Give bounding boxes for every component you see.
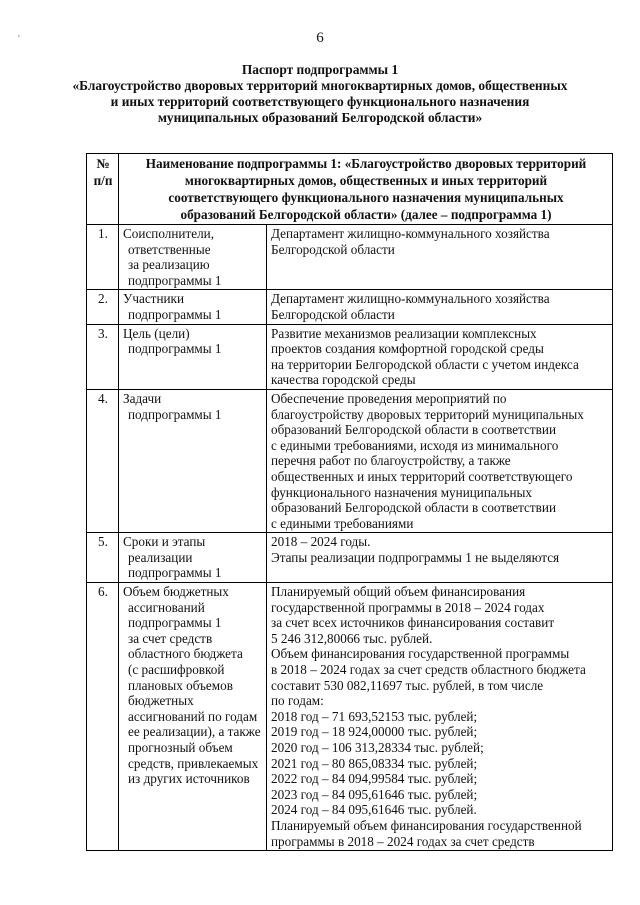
scan-speck: ' <box>18 34 20 45</box>
row-value-line: 2021 год – 80 865,08334 тыс. рублей; <box>271 755 478 771</box>
row-value-line: Развитие механизмов реализации комплексных <box>271 325 537 341</box>
row-value-line: 2020 год – 106 313,28334 тыс. рублей; <box>271 740 484 755</box>
table-row <box>87 225 613 290</box>
row-value <box>267 533 613 583</box>
row-label-line: средств, привлекаемых <box>128 755 259 771</box>
row-label-line: Цель (цели) <box>123 325 190 341</box>
table-row <box>87 533 613 583</box>
row-label-line: Объем бюджетных <box>123 584 229 600</box>
row-label-line: ассигнований <box>128 599 205 615</box>
row-label-line: подпрограммы 1 <box>128 306 222 322</box>
row-label-line: прогнозный объем <box>128 740 233 755</box>
row-value-line: Белгородской области <box>271 306 395 322</box>
row-value-line: проектов создания комфортной городской среды <box>271 341 544 357</box>
row-value <box>267 583 613 851</box>
row-value-line: 5 246 312,80066 тыс. рублей. <box>271 630 433 646</box>
row-value-line: 2023 год – 84 095,61646 тыс. рублей; <box>271 786 478 802</box>
header-name-line: образований Белгородской области» (далее – подпрограмма 1) <box>180 207 552 222</box>
row-number: 1. <box>87 225 119 290</box>
row-value-line: 2022 год – 84 094,99584 тыс. рублей; <box>271 771 478 787</box>
row-label <box>119 225 267 290</box>
row-label-line: плановых объемов <box>128 677 233 693</box>
row-value-line: функционального назначения муниципальных <box>271 484 532 500</box>
row-value-line: образований Белгородской области в соответствии <box>271 500 557 516</box>
row-label-line: подпрограммы 1 <box>128 341 222 357</box>
header-number-cell <box>87 154 119 225</box>
row-value-line: качества городской среды <box>271 372 416 388</box>
row-value-line: Планируемый общий объем финансирования <box>271 584 526 600</box>
row-value-line: в 2018 – 2024 годах за счет средств областного бюджета <box>271 662 586 678</box>
row-value-line: программы в 2018 – 2024 годах за счет средств <box>271 833 535 849</box>
row-value-line: перечня работ по благоустройству, а также <box>271 453 511 469</box>
header-name-line: соответствующего функционального назначения муниципальных <box>168 190 564 205</box>
row-label-line: ответственные <box>128 241 211 257</box>
row-label <box>119 583 267 851</box>
table-header-row <box>87 154 613 225</box>
row-value-line: 2018 год – 71 693,52153 тыс. рублей; <box>271 708 478 724</box>
header-name-cell <box>119 154 613 225</box>
table-row <box>87 389 613 532</box>
table-row <box>87 290 613 324</box>
row-value-line: Департамент жилищно-коммунального хозяйства <box>271 291 550 307</box>
row-label <box>119 533 267 583</box>
row-value-line: с едиными требованиями <box>271 515 414 531</box>
title-line: Паспорт подпрограммы 1 <box>241 62 399 77</box>
row-label-line: бюджетных <box>128 693 194 709</box>
table-row <box>87 583 613 851</box>
row-label-line: областного бюджета <box>128 646 243 662</box>
title-line: и иных территорий соответствующего функционального назначения <box>110 94 530 109</box>
row-label-line: Сроки и этапы <box>123 534 206 550</box>
row-label-line: подпрограммы 1 <box>128 272 222 288</box>
row-number: 6. <box>87 583 119 851</box>
title-line: муниципальных образований Белгородской области» <box>157 110 483 125</box>
header-number-line: № <box>96 156 110 171</box>
row-label-line: подпрограммы 1 <box>128 565 222 581</box>
row-number: 3. <box>87 324 119 389</box>
row-label-line: подпрограммы 1 <box>128 615 222 631</box>
table-row <box>87 324 613 389</box>
row-value-line: Планируемый объем финансирования государственной <box>271 817 582 833</box>
row-label-line: из других источников <box>128 771 250 787</box>
header-name-line: многоквартирных домов, общественных и иных территорий <box>184 173 548 188</box>
row-label-line: ассигнований по годам <box>128 708 258 724</box>
row-label-line: Участники <box>123 291 185 307</box>
row-label-line: (с расшифровкой <box>128 662 225 678</box>
row-label-line: Задачи <box>123 390 162 406</box>
header-number-line: п/п <box>93 173 113 188</box>
row-value-line: на территории Белгородской области с учетом индекса <box>271 356 579 372</box>
row-value <box>267 389 613 532</box>
row-value-line: 2024 год – 84 095,61646 тыс. рублей. <box>271 802 477 818</box>
row-label-line: за реализацию <box>128 257 210 273</box>
row-value-line: с едиными требованиями, исходя из минимального <box>271 437 559 453</box>
page-number: 6 <box>316 30 324 46</box>
document-title <box>40 62 600 126</box>
row-value-line: Департамент жилищно-коммунального хозяйства <box>271 226 550 241</box>
row-label <box>119 290 267 324</box>
row-value-line: государственной программы в 2018 – 2024 годах <box>271 599 545 615</box>
row-value-line: Этапы реализации подпрограммы 1 не выделяются <box>271 549 560 565</box>
passport-table <box>86 153 613 851</box>
row-value-line: общественных и иных территорий соответствующего <box>271 468 573 484</box>
row-value-line: Обеспечение проведения мероприятий по <box>271 390 507 406</box>
row-value <box>267 290 613 324</box>
row-label <box>119 389 267 532</box>
row-label-line: Соисполнители, <box>123 226 215 241</box>
row-value-line: благоустройству дворовых территорий муниципальных <box>271 406 584 422</box>
row-value-line: за счет всех источников финансирования составит <box>271 615 555 631</box>
row-value <box>267 324 613 389</box>
row-value-line: составит 530 082,11697 тыс. рублей, в том числе <box>271 677 544 693</box>
row-number: 2. <box>87 290 119 324</box>
title-line: «Благоустройство дворовых территорий многоквартирных домов, общественных <box>72 78 568 93</box>
row-value-line: Белгородской области <box>271 241 395 257</box>
row-value-line: Объем финансирования государственной программы <box>271 646 570 662</box>
row-label-line: ее реализации), а также <box>128 724 261 740</box>
row-label-line: за счет средств <box>128 630 213 646</box>
row-label <box>119 324 267 389</box>
row-value-line: 2019 год – 18 924,00000 тыс. рублей; <box>271 724 478 740</box>
row-value-line: 2018 – 2024 годы. <box>271 534 371 550</box>
row-value <box>267 225 613 290</box>
row-number: 4. <box>87 389 119 532</box>
row-value-line: образований Белгородской области в соответствии <box>271 422 557 438</box>
row-label-line: реализации <box>128 549 193 565</box>
row-label-line: подпрограммы 1 <box>128 406 222 422</box>
row-number: 5. <box>87 533 119 583</box>
row-value-line: по годам: <box>271 693 324 709</box>
header-name-line: Наименование подпрограммы 1: «Благоустройство дворовых территорий <box>145 156 587 171</box>
